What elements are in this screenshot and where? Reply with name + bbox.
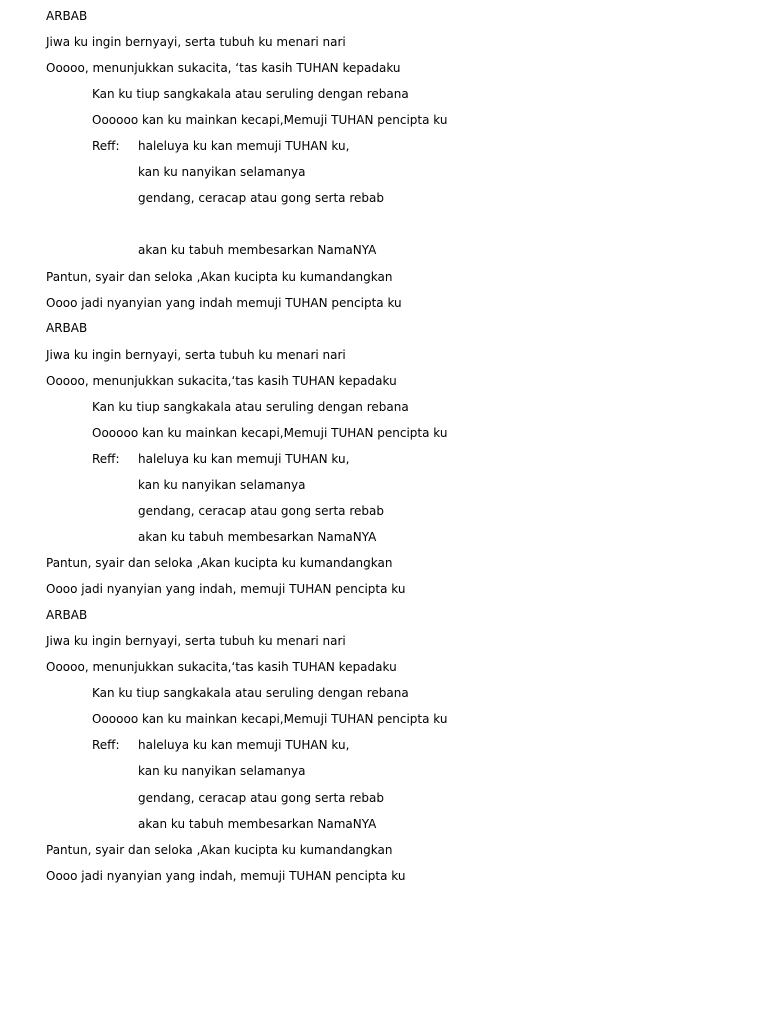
verse-line-indented: Kan ku tiup sangkakala atau seruling dengan rebana	[92, 686, 409, 700]
reff-line: gendang, ceracap atau gong serta rebab	[138, 791, 384, 805]
verse-line: Jiwa ku ingin bernyayi, serta tubuh ku menari nari	[46, 348, 346, 362]
pantun-line: Pantun, syair dan seloka ,Akan kucipta ku kumandangkan	[46, 270, 393, 284]
verse-line-indented: Oooooo kan ku mainkan kecapi,Memuji TUHAN pencipta ku	[92, 712, 448, 726]
reff-line: kan ku nanyikan selamanya	[138, 478, 306, 492]
song-title: ARBAB	[46, 608, 88, 622]
pantun-line: Pantun, syair dan seloka ,Akan kucipta ku kumandangkan	[46, 843, 393, 857]
verse-line-indented: Oooooo kan ku mainkan kecapi,Memuji TUHAN pencipta ku	[92, 426, 448, 440]
reff-line: akan ku tabuh membesarkan NamaNYA	[138, 243, 377, 257]
reff-label: Reff:	[92, 139, 120, 153]
verse-line: Ooooo, menunjukkan sukacita,‘tas kasih TUHAN kepadaku	[46, 374, 397, 388]
reff-line: gendang, ceracap atau gong serta rebab	[138, 191, 384, 205]
reff-line: kan ku nanyikan selamanya	[138, 165, 306, 179]
verse-line-indented: Oooooo kan ku mainkan kecapi,Memuji TUHAN pencipta ku	[92, 113, 448, 127]
verse-line: Jiwa ku ingin bernyayi, serta tubuh ku menari nari	[46, 634, 346, 648]
pantun-line: Oooo jadi nyanyian yang indah memuji TUHAN pencipta ku	[46, 296, 402, 310]
verse-line-indented: Kan ku tiup sangkakala atau seruling dengan rebana	[92, 87, 409, 101]
pantun-line: Pantun, syair dan seloka ,Akan kucipta ku kumandangkan	[46, 556, 393, 570]
reff-label: Reff:	[92, 452, 120, 466]
verse-line: Jiwa ku ingin bernyayi, serta tubuh ku menari nari	[46, 35, 346, 49]
pantun-line: Oooo jadi nyanyian yang indah, memuji TUHAN pencipta ku	[46, 869, 406, 883]
reff-label: Reff:	[92, 738, 120, 752]
verse-line-indented: Kan ku tiup sangkakala atau seruling dengan rebana	[92, 400, 409, 414]
reff-line: akan ku tabuh membesarkan NamaNYA	[138, 817, 377, 831]
reff-line: kan ku nanyikan selamanya	[138, 764, 306, 778]
pantun-line: Oooo jadi nyanyian yang indah, memuji TUHAN pencipta ku	[46, 582, 406, 596]
reff-line: haleluya ku kan memuji TUHAN ku,	[138, 139, 350, 153]
song-title: ARBAB	[46, 321, 88, 335]
song-title: ARBAB	[46, 9, 88, 23]
reff-line: haleluya ku kan memuji TUHAN ku,	[138, 452, 350, 466]
verse-line: Ooooo, menunjukkan sukacita,‘tas kasih TUHAN kepadaku	[46, 660, 397, 674]
reff-line: gendang, ceracap atau gong serta rebab	[138, 504, 384, 518]
verse-line: Ooooo, menunjukkan sukacita, ‘tas kasih TUHAN kepadaku	[46, 61, 401, 75]
reff-line: akan ku tabuh membesarkan NamaNYA	[138, 530, 377, 544]
reff-line: haleluya ku kan memuji TUHAN ku,	[138, 738, 350, 752]
